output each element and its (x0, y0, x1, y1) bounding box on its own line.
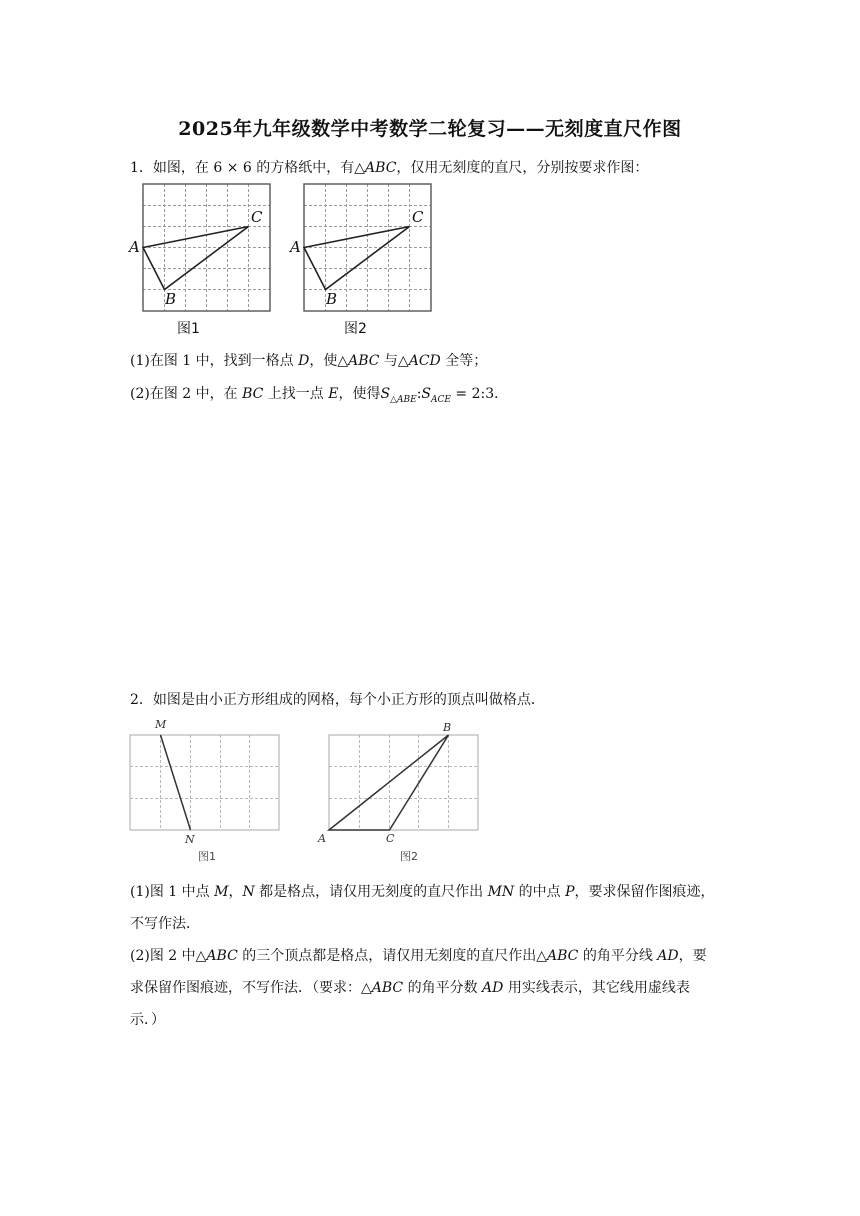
q1-p2-colon: : (416, 386, 422, 402)
q2-fig2-frame (329, 735, 478, 830)
q2-p1-text-e: 都是格点，请仅用无刻度的直尺作出 (254, 884, 488, 900)
q2-p1-math-mn: MN (487, 884, 515, 900)
q2-p2-text-c: 的三个顶点都是格点，请仅用无刻度的直尺作出△ (237, 948, 547, 964)
q2-p1-text-a: (1)图 1 中点 (130, 884, 215, 900)
q1-part-1 (130, 351, 487, 371)
q1-fig2-label-b: B (326, 290, 338, 308)
q2-p2-text-e: 的角平分线 (578, 948, 658, 964)
q2-fig1-label-n: N (185, 833, 195, 846)
q1-fig1-label-c: C (251, 208, 263, 226)
q1-p1-text-a: (1)在图 1 中，找到一格点 (130, 353, 299, 369)
q2-p1-text-i: ，要求保留作图痕迹， (574, 884, 715, 900)
q2-p1-math-m: M (214, 884, 229, 900)
q2-p2-math-abc: ABC (206, 948, 238, 964)
q2-fig2-label-a: A (318, 832, 326, 845)
q1-p2-math-bc: BC (242, 386, 264, 402)
q2-fig1-caption: 图1 (198, 850, 216, 863)
q1-p2-text-e: ，使得 (338, 386, 381, 402)
q2-fig1-label-m: M (155, 718, 167, 731)
q1-fig1-label-b: B (165, 290, 177, 308)
q1-fig1-grid (143, 184, 270, 311)
q2-p1-comma: ， (228, 884, 243, 900)
page-title: 2025年九年级数学中考数学二轮复习——无刻度直尺作图 (178, 118, 682, 140)
q1-p1-text-e: 与△ (379, 353, 409, 369)
q1-p1-math-abc: ABC (348, 353, 380, 369)
q2-fig2-triangle (329, 735, 449, 830)
q1-p2-text-a: (2)在图 2 中，在 (130, 386, 243, 402)
q2-fig2-label-b: B (443, 721, 452, 734)
q1-p1-text-g: 全等； (440, 353, 488, 369)
q2-fig2-grid (329, 735, 478, 830)
q2-p2-l2-text-e: 用实线表示，其它线用虚线表 (503, 980, 690, 996)
q2-fig2-caption: 图2 (400, 850, 418, 863)
q1-stem-text-end: ，仅用无刻度的直尺，分别按要求作图： (396, 160, 649, 176)
q2-part-2-line3: 示．） (130, 1012, 165, 1028)
q2-p2-l2-text-c: 的角平分数 (403, 980, 483, 996)
q2-fig2-label-c: C (386, 832, 395, 845)
q2-p2-math-ad: AD (657, 948, 679, 964)
q2-fig1-frame (130, 735, 279, 830)
q1-fig2-label-a: A (290, 238, 301, 256)
q1-p2-ratio: = 2:3． (450, 386, 509, 402)
q2-stem: 2．如图是由小正方形组成的网格，每个小正方形的顶点叫做格点． (130, 692, 545, 708)
q1-stem-math: ABC (365, 160, 397, 176)
q1-fig1-triangle (143, 227, 249, 290)
q2-p2-text-g: ，要 (678, 948, 707, 964)
q2-p1-text-g: 的中点 (514, 884, 566, 900)
q2-part-1-line2: 不写作法． (130, 916, 200, 932)
q2-p2-math-abc2: ABC (547, 948, 579, 964)
q1-fig2-grid (304, 184, 431, 311)
q2-p1-math-p: P (565, 884, 575, 900)
q1-fig1-caption: 图1 (177, 321, 200, 337)
q1-p2-math-s1: S (380, 386, 391, 402)
q1-fig2-caption: 图2 (344, 321, 367, 337)
q2-p2-l2-math-ad: AD (482, 980, 504, 996)
q2-p2-text-a: (2)图 2 中△ (130, 948, 207, 964)
q2-p2-l2-math-abc: ABC (371, 980, 404, 996)
q1-fig2-triangle (304, 227, 410, 290)
q2-p2-l2-text-a: 求保留作图痕迹，不写作法．（要求：△ (130, 980, 372, 996)
q2-fig1-segment-mn (161, 735, 191, 830)
q1-fig2-label-c: C (412, 208, 424, 226)
q2-part-2 (130, 946, 707, 966)
q2-part-2-line2 (130, 978, 690, 998)
q1-p2-sub-abe: △ABE (390, 394, 417, 405)
q1-part-2 (130, 384, 508, 410)
q1-stem-text: 1．如图，在 6 × 6 的方格纸中，有△ (130, 160, 366, 176)
q1-p2-sub-ace: ACE (431, 394, 451, 405)
q1-p1-text-c: ，使△ (309, 353, 349, 369)
q1-p2-math-s2: S (421, 386, 432, 402)
q2-p1-math-n: N (242, 884, 255, 900)
q1-p2-text-c: 上找一点 (263, 386, 329, 402)
q1-p1-math-d: D (298, 353, 310, 369)
q1-p1-math-acd: ACD (408, 353, 441, 369)
q1-p2-math-e: E (328, 386, 339, 402)
q2-part-1 (130, 882, 715, 902)
q2-fig1-grid (130, 735, 279, 830)
q1-fig1-label-a: A (129, 238, 140, 256)
